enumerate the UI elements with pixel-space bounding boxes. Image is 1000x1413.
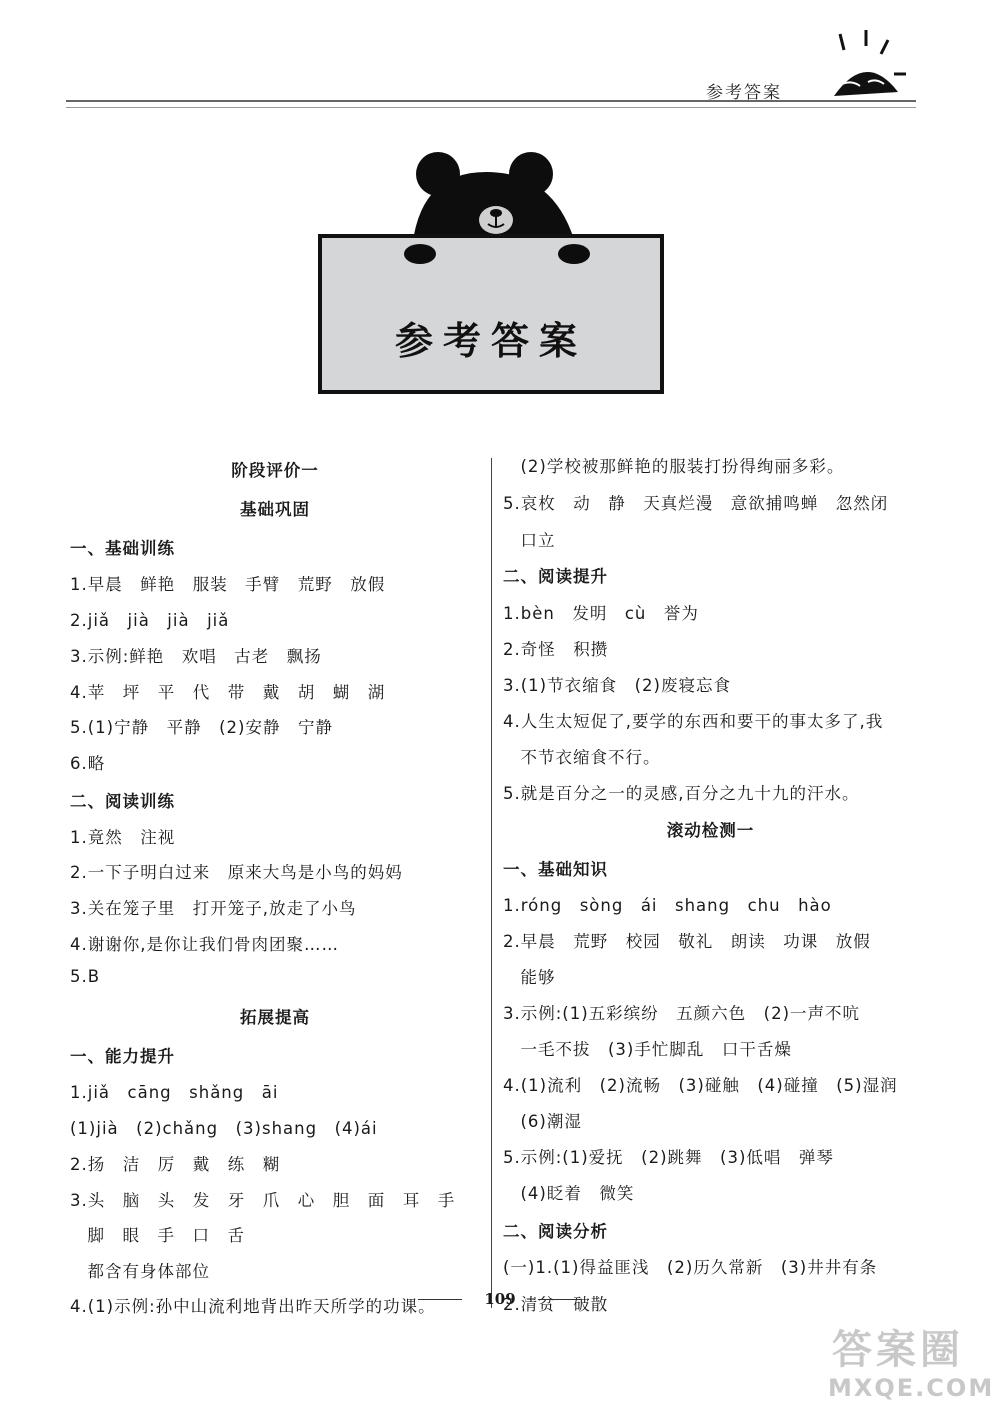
header-title: 参考答案 [706,83,782,103]
answer-line: 一毛不拔 (3)手忙脚乱 口干舌燥 [503,1040,792,1059]
answer-line: 1.róng sòng ái shang chu hào [503,896,832,915]
watermark-bottom: MXQE.COM [828,1374,995,1402]
answer-line: 5.哀枚 动 静 天真烂漫 意欲捕鸣蝉 忽然闭 [503,494,889,513]
answer-line: 1.jiǎ cāng shǎng āi [70,1083,279,1102]
answer-line: 5.(1)宁静 平静 (2)安静 宁静 [70,718,333,737]
section-heading: 阶段评价一 [231,461,319,480]
page-number-ornament-right [538,1299,582,1302]
answer-line: 5.示例:(1)爱抚 (2)跳舞 (3)低唱 弹琴 [503,1148,834,1167]
answer-line: 都含有身体部位 [70,1262,210,1281]
answer-line: 4.苹 坪 平 代 带 戴 胡 蝴 湖 [70,683,386,702]
answer-line: 5.B [70,967,101,986]
answer-line: (6)潮湿 [503,1112,582,1131]
answer-line: 3.头 脑 头 发 牙 爪 心 胆 面 耳 手 [70,1191,456,1210]
answer-line: 1.竟然 注视 [70,828,176,847]
subsection-heading: 二、阅读分析 [503,1222,608,1241]
answer-line: 2.jiǎ jià jià jiǎ [70,611,230,630]
section-heading: 拓展提高 [240,1008,310,1027]
answer-line: 2.奇怪 积攒 [503,640,609,659]
subsection-heading: 二、阅读提升 [503,567,608,586]
answer-line: 4.(1)示例:孙中山流利地背出昨天所学的功课。 [70,1297,436,1316]
answer-line: 4.谢谢你,是你让我们骨肉团聚…… [70,935,339,954]
column-divider [491,458,492,1308]
answer-line: 能够 [503,968,556,987]
answer-line: 口立 [503,531,556,550]
answer-line: 2.一下子明白过来 原来大鸟是小鸟的妈妈 [70,863,403,882]
watermark [822,1318,995,1408]
bear-icon [316,150,666,420]
section-heading: 基础巩固 [240,500,310,519]
answer-line: 1.bèn 发明 cù 誉为 [503,604,699,623]
answer-line: (4)眨着 微笑 [503,1184,635,1203]
watermark-top: 答案圈 [832,1327,964,1373]
answer-line: 3.(1)节衣缩食 (2)废寝忘食 [503,676,731,695]
subsection-heading: 一、基础知识 [503,860,608,879]
answer-line: 4.人生太短促了,要学的东西和要干的事太多了,我 [503,712,884,731]
subsection-heading: 一、能力提升 [70,1047,175,1066]
subsection-heading: 一、基础训练 [70,539,175,558]
sun-icon [826,30,916,105]
answer-line: (1)jià (2)chǎng (3)shang (4)ái [70,1119,378,1138]
section-heading: 滚动检测一 [666,821,755,840]
answer-line: 3.示例:鲜艳 欢唱 古老 飘扬 [70,647,322,666]
header-rule [66,100,916,108]
answer-line: 2.清贫 破散 [503,1295,609,1314]
answer-line: 1.早晨 鲜艳 服装 手臂 荒野 放假 [70,575,386,594]
answer-line: 2.早晨 荒野 校园 敬礼 朗读 功课 放假 [503,932,871,951]
page-number-ornament-left [418,1299,462,1302]
answer-line: 脚 眼 手 口 舌 [70,1226,245,1245]
answer-line: 6.略 [70,754,106,773]
page-number: 109 [484,1290,516,1308]
answer-line: 4.(1)流利 (2)流畅 (3)碰触 (4)碰撞 (5)湿润 [503,1076,898,1095]
banner-title: 参考答案 [394,319,587,363]
answer-line: 3.关在笼子里 打开笼子,放走了小鸟 [70,899,357,918]
answer-line: 3.示例:(1)五彩缤纷 五颜六色 (2)一声不吭 [503,1004,861,1023]
answer-line: 2.扬 洁 厉 戴 练 糊 [70,1155,281,1174]
answer-line: (2)学校被那鲜艳的服装打扮得绚丽多彩。 [503,457,845,476]
subsection-heading: 二、阅读训练 [70,792,175,811]
answer-line: (一)1.(1)得益匪浅 (2)历久常新 (3)井井有条 [503,1258,878,1277]
answer-line: 不节衣缩食不行。 [503,748,661,767]
answer-line: 5.就是百分之一的灵感,百分之九十九的汗水。 [503,784,860,803]
